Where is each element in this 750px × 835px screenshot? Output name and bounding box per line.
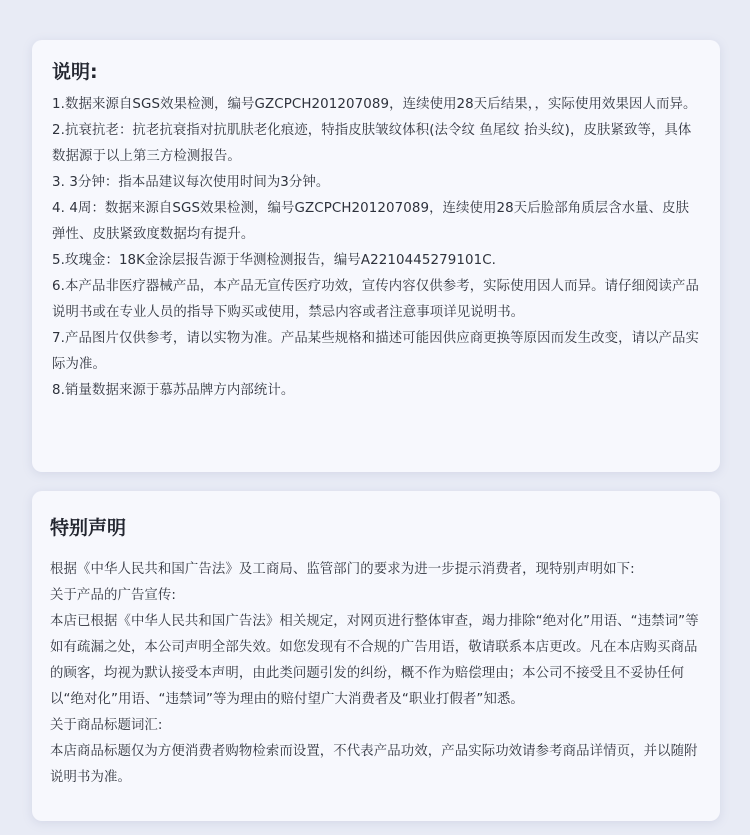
notes-item-7: 7.产品图片仅供参考，请以实物为准。产品某些规格和描述可能因供应商更换等原因而发生改变，请以产品实际为准。 (52, 331, 700, 372)
title-vocabulary-heading: 关于商品标题词汇: (50, 718, 163, 733)
advertising-paragraph: 本店已根据《中华人民共和国广告法》相关规定，对网页进行整体审查，竭力排除“绝对化”用语、“违禁词”等如有疏漏之处，本公司声明全部失效。如您发现有不合规的广告用语，敬请联系本店更改。凡在本店购买商品的顾客，均视为默认接受本声明，由此类问题引发的纠纷，概不作为赔偿理由；本公司不接受且不妥协任何以“绝对化”用语、“违禁词”等为理由的赔付望广大消费者及“职业打假者”知悉。 (50, 614, 699, 707)
title-vocabulary-paragraph: 本店商品标题仅为方便消费者购物检索而设置，不代表产品功效，产品实际功效请参考商品详情页，并以随附说明书为准。 (50, 744, 698, 785)
notes-list (52, 92, 702, 404)
notes-item-4: 4. 4周：数据来源自SGS效果检测，编号GZCPCH201207089，连续使用28天后脸部角质层含水量、皮肤弹性、皮肤紧致度数据均有提升。 (52, 201, 690, 242)
notes-item-1: 1.数据来源自SGS效果检测，编号GZCPCH201207089，连续使用28天后结果，，实际使用效果因人而异。 (52, 97, 697, 112)
special-statement-body (50, 557, 702, 791)
special-statement-card (32, 491, 720, 821)
notes-title: 说明: (52, 61, 98, 83)
notes-item-5: 5.玫瑰金：18K金涂层报告源于华测检测报告，编号A2210445279101C. (52, 253, 497, 268)
notes-item-6: 6.本产品非医疗器械产品，本产品无宣传医疗功效，宣传内容仅供参考，实际使用因人而异。请仔细阅读产品说明书或在专业人员的指导下购买或使用，禁忌内容或者注意事项详见说明书。 (52, 279, 700, 320)
notes-item-2: 2.抗衰抗老：抗老抗衰指对抗肌肤老化痕迹，特指皮肤皱纹体积(法令纹 鱼尾纹 抬头纹)，皮肤紧致等，具体数据源于以上第三方检测报告。 (52, 123, 692, 164)
special-statement-title: 特别声明 (50, 517, 127, 539)
advertising-heading: 关于产品的广告宣传: (50, 588, 177, 603)
notes-item-8: 8.销量数据来源于慕苏品牌方内部统计。 (52, 383, 295, 398)
special-intro: 根据《中华人民共和国广告法》及工商局、监管部门的要求为进一步提示消费者，现特别声明如下: (50, 562, 635, 577)
notes-item-3: 3. 3分钟：指本品建议每次使用时间为3分钟。 (52, 175, 330, 190)
notes-card (32, 40, 720, 472)
